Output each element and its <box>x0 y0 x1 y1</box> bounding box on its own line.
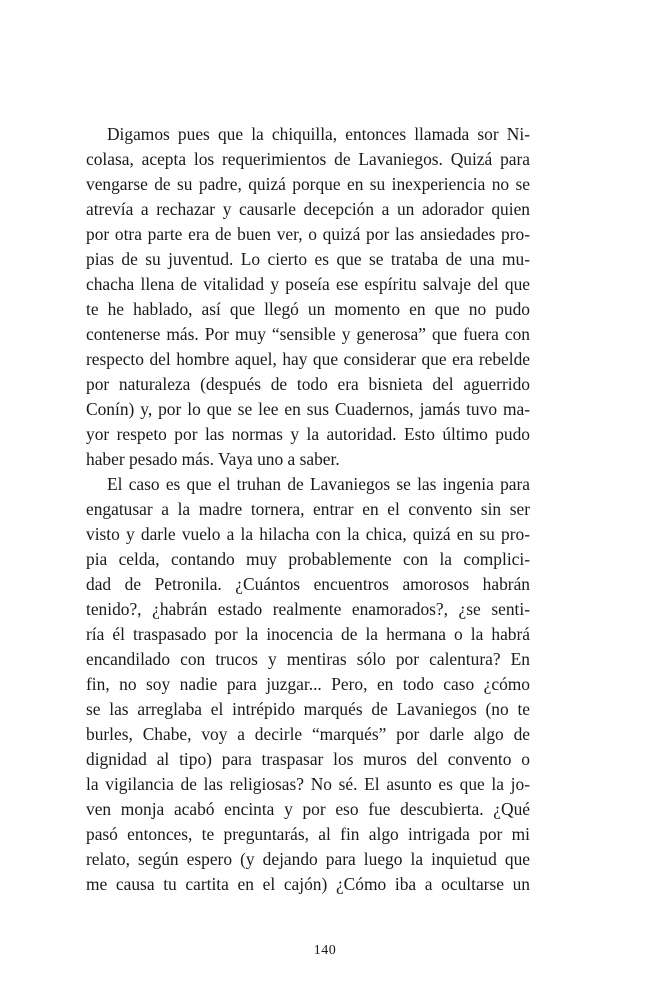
text-line: encandilado con trucos y mentiras sólo por calentura? En <box>86 649 530 669</box>
text-line: yor respeto por las normas y la autoridad. Esto último pudo <box>86 424 530 444</box>
text-line: Conín) y, por lo que se lee en sus Cuadernos, jamás tuvo ma- <box>86 399 530 419</box>
text-line: pias de su juventud. Lo cierto es que se trataba de una mu- <box>86 249 530 269</box>
text-line: pia celda, contando muy probablemente con la complici- <box>86 549 530 569</box>
text-line: por otra parte era de buen ver, o quizá por las ansiedades pro- <box>86 224 530 244</box>
page-body <box>86 122 530 897</box>
text-line: la vigilancia de las religiosas? No sé. El asunto es que la jo- <box>86 774 530 794</box>
text-line: por naturaleza (después de todo era bisnieta del aguerrido <box>86 374 530 394</box>
text-line: burles, Chabe, voy a decirle “marqués” por darle algo de <box>86 724 530 744</box>
text-line: ría él traspasado por la inocencia de la hermana o la habrá <box>86 624 530 644</box>
text-line: vengarse de su padre, quizá porque en su inexperiencia no se <box>86 174 530 194</box>
paragraph-1 <box>86 122 530 472</box>
text-line: engatusar a la madre tornera, entrar en el convento sin ser <box>86 499 530 519</box>
text-line: visto y darle vuelo a la hilacha con la chica, quizá en su pro- <box>86 524 530 544</box>
text-line: se las arreglaba el intrépido marqués de Lavaniegos (no te <box>86 699 530 719</box>
text-line: haber pesado más. Vaya uno a saber. <box>86 449 340 469</box>
text-line: Digamos pues que la chiquilla, entonces llamada sor Ni- <box>107 124 530 144</box>
text-line: contenerse más. Por muy “sensible y generosa” que fuera con <box>86 324 530 344</box>
text-line: atrevía a rechazar y causarle decepción a un adorador quien <box>86 199 530 219</box>
text-line: tenido?, ¿habrán estado realmente enamorados?, ¿se senti- <box>86 599 530 619</box>
text-line: me causa tu cartita en el cajón) ¿Cómo iba a ocultarse un <box>86 874 530 894</box>
paragraph-2 <box>86 472 530 897</box>
text-line: respecto del hombre aquel, hay que considerar que era rebelde <box>86 349 530 369</box>
text-line: te he hablado, así que llegó un momento en que no pudo <box>86 299 530 319</box>
text-line: dignidad al tipo) para traspasar los muros del convento o <box>86 749 530 769</box>
text-line: ven monja acabó encinta y por eso fue descubierta. ¿Qué <box>86 799 530 819</box>
text-line: El caso es que el truhan de Lavaniegos se las ingenia para <box>107 474 530 494</box>
text-line: chacha llena de vitalidad y poseía ese espíritu salvaje del que <box>86 274 530 294</box>
text-line: pasó entonces, te preguntarás, al fin algo intrigada por mi <box>86 824 530 844</box>
text-line: colasa, acepta los requerimientos de Lavaniegos. Quizá para <box>86 149 530 169</box>
text-line: relato, según espero (y dejando para luego la inquietud que <box>86 849 530 869</box>
text-line: dad de Petronila. ¿Cuántos encuentros amorosos habrán <box>86 574 530 594</box>
text-line: fin, no soy nadie para juzgar... Pero, en todo caso ¿cómo <box>86 674 530 694</box>
page-number: 140 <box>313 943 337 958</box>
